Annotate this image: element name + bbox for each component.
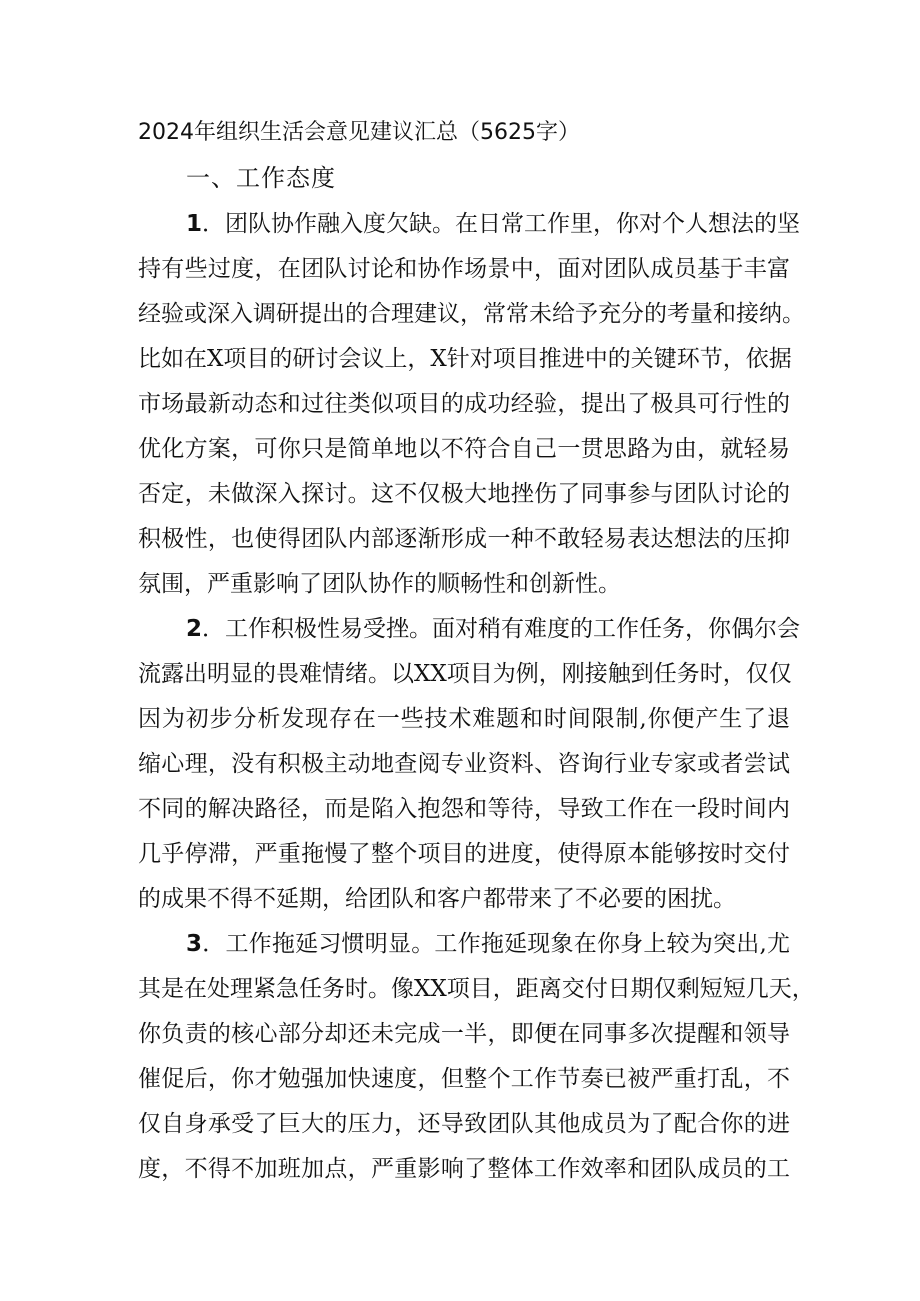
paragraph-2-line-6: 几乎停滞，严重拖慢了整个项目的进度，使得原本能够按时交付 — [138, 841, 790, 867]
paragraph-text: ．工作拖延习惯明显。工作拖延现象在你身上较为突出,尤 — [202, 931, 790, 957]
paragraph-number: 1 — [186, 211, 203, 237]
paragraph-2-line-4: 缩心理，没有积极主动地查阅专业资料、咨询行业专家或者尝试 — [138, 751, 790, 777]
paragraph-3-line-5: 仅自身承受了巨大的压力，还导致团队其他成员为了配合你的进 — [138, 1111, 790, 1137]
paragraph-2-line-5: 不同的解决路径，而是陷入抱怨和等待，导致工作在一段时间内 — [138, 796, 790, 822]
paragraph-2-line-2: 流露出明显的畏难情绪。以XX项目为例，刚接触到任务时，仅仅 — [138, 661, 792, 687]
paragraph-number: 2 — [186, 616, 203, 642]
document-title: 2024年组织生活会意见建议汇总（5625字） — [138, 120, 580, 145]
paragraph-2-line-1 — [186, 607, 801, 651]
paragraph-number: 3 — [186, 931, 203, 957]
paragraph-1-line-9: 氛围，严重影响了团队协作的顺畅性和创新性。 — [138, 571, 621, 597]
section-heading: 一、工作态度 — [186, 164, 336, 192]
paragraph-1-line-5: 市场最新动态和过往类似项目的成功经验，提出了极具可行性的 — [138, 391, 790, 417]
paragraph-3-line-2: 其是在处理紧急任务时。像XX项目，距离交付日期仅剩短短几天， — [138, 976, 815, 1002]
paragraph-1-line-6: 优化方案，可你只是简单地以不符合自己一贯思路为由，就轻易 — [138, 436, 790, 462]
paragraph-2-line-7: 的成果不得不延期，给团队和客户都带来了不必要的困扰。 — [138, 886, 736, 912]
paragraph-text: ．团队协作融入度欠缺。在日常工作里，你对个人想法的坚 — [202, 211, 801, 237]
paragraph-1-line-4: 比如在X项目的研讨会议上，X针对项目推进中的关键环节，依据 — [138, 346, 792, 372]
paragraph-3-line-6: 度，不得不加班加点，严重影响了整体工作效率和团队成员的工 — [138, 1156, 790, 1182]
paragraph-3-line-3: 你负责的核心部分却还未完成一半，即便在同事多次提醒和领导 — [138, 1021, 790, 1047]
paragraph-1-line-8: 积极性，也使得团队内部逐渐形成一种不敢轻易表达想法的压抑 — [138, 526, 790, 552]
paragraph-3-line-1 — [186, 922, 790, 966]
paragraph-3-line-4: 催促后，你才勉强加快速度，但整个工作节奏已被严重打乱，不 — [138, 1066, 790, 1092]
paragraph-text: ．工作积极性易受挫。面对稍有难度的工作任务，你偶尔会 — [202, 616, 801, 642]
paragraph-1-line-2: 持有些过度，在团队讨论和协作场景中，面对团队成员基于丰富 — [138, 256, 790, 282]
paragraph-1-line-3: 经验或深入调研提出的合理建议，常常未给予充分的考量和接纳。 — [138, 301, 805, 327]
paragraph-2-line-3: 因为初步分析发现存在一些技术难题和时间限制,你便产生了退 — [138, 706, 790, 732]
paragraph-1-line-7: 否定，未做深入探讨。这不仅极大地挫伤了同事参与团队讨论的 — [138, 481, 790, 507]
paragraph-1-line-1 — [186, 202, 801, 246]
